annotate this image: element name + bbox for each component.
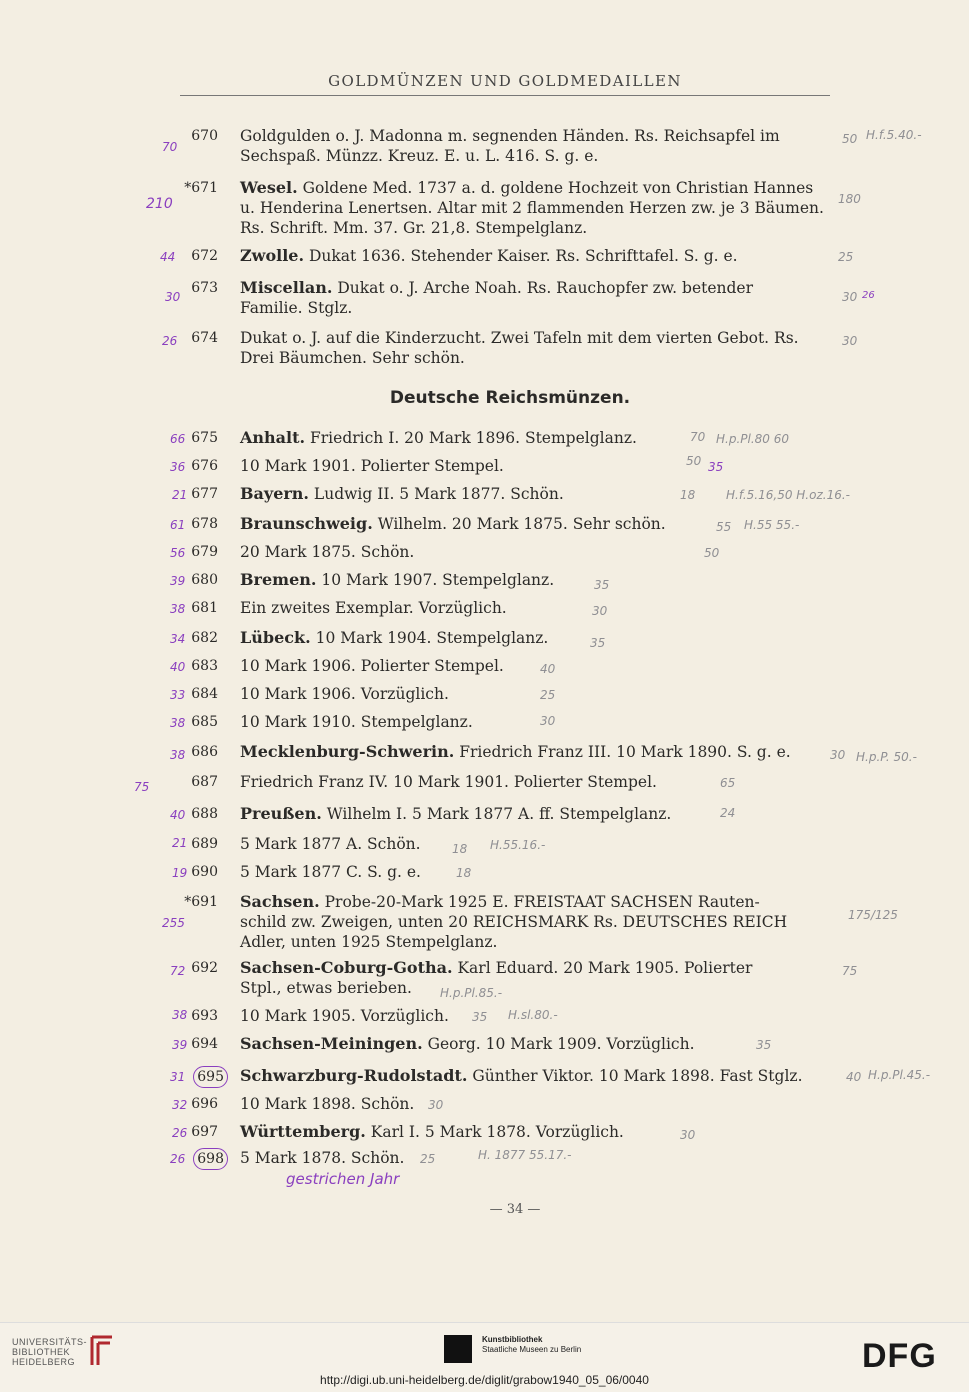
price-note: 18 <box>680 488 696 502</box>
price-note: 75 <box>134 780 150 794</box>
entry-number: 670 <box>191 128 218 144</box>
section-title: Deutsche Reichsmünzen. <box>389 388 631 408</box>
entry-number: 678 <box>191 516 218 532</box>
entry-number: 689 <box>191 836 218 852</box>
entry-text: 10 Mark 1898. Schön. <box>240 1095 415 1113</box>
entry-number: 697 <box>191 1124 218 1140</box>
page-header: GOLDMÜNZEN UND GOLDMEDAILLEN <box>328 72 682 90</box>
entry-number: 690 <box>191 864 218 880</box>
university-logo-icon <box>88 1333 116 1369</box>
entry-number: 693 <box>191 1008 218 1024</box>
price-note: 30 <box>165 290 181 304</box>
entry-number: 679 <box>191 544 218 560</box>
entry-number: 676 <box>191 458 218 474</box>
price-note: 40 <box>846 1070 862 1084</box>
entry-text: Friedrich Franz IV. 10 Mark 1901. Polierter Stempel. <box>240 773 657 791</box>
entry-text: Miscellan. Dukat o. J. Arche Noah. Rs. Rauchopfer zw. betender Familie. Stglz. <box>240 278 754 317</box>
price-note: 50 <box>842 132 858 146</box>
price-note: 50 <box>704 546 720 560</box>
price-note: 26 <box>172 1126 188 1140</box>
price-note: 21 <box>172 836 188 850</box>
price-note: 66 <box>170 432 186 446</box>
price-note: 32 <box>172 1098 188 1112</box>
entry-text: 10 Mark 1906. Polierter Stempel. <box>240 657 504 675</box>
price-note: H.55.16.- <box>490 838 546 852</box>
price-note: H.f.5.16,50 H.oz.16.- <box>726 488 850 502</box>
entry-number: 683 <box>191 658 218 674</box>
entry-number: 688 <box>191 806 218 822</box>
header-rule <box>180 95 830 96</box>
entry-number: 686 <box>191 744 218 760</box>
price-note: 180 <box>838 192 861 206</box>
entry-number: 672 <box>191 248 218 264</box>
page-number: — 34 — <box>489 1202 541 1217</box>
entry-text: Württemberg. Karl I. 5 Mark 1878. Vorzüglich. <box>240 1122 624 1141</box>
price-note: 25 <box>420 1152 436 1166</box>
price-note: 39 <box>172 1038 188 1052</box>
entry-number: 675 <box>191 430 218 446</box>
price-note: 21 <box>172 488 188 502</box>
entry-number: 677 <box>191 486 218 502</box>
price-note: 70 <box>162 140 178 154</box>
price-note: 30 <box>830 748 846 762</box>
price-note: 35 <box>756 1038 772 1052</box>
entry-text: Dukat o. J. auf die Kinderzucht. Zwei Tafeln mit dem vierten Gebot. Rs. Drei Bäumchen. Sehr schön. <box>240 329 799 367</box>
university-library-label: UNIVERSITÄTS- BIBLIOTHEK HEIDELBERG <box>12 1337 88 1367</box>
price-note: 33 <box>170 688 186 702</box>
price-note: 175/125 <box>848 908 898 922</box>
price-note: 72 <box>170 964 186 978</box>
price-note: 50 <box>686 454 702 468</box>
entry-text: Preußen. Wilhelm I. 5 Mark 1877 A. ff. Stempelglanz. <box>240 804 672 823</box>
entry-text: 5 Mark 1878. Schön. <box>240 1149 405 1167</box>
entry-number: 681 <box>191 600 218 616</box>
entry-text: 5 Mark 1877 A. Schön. <box>240 835 421 853</box>
entry-text: 10 Mark 1901. Polierter Stempel. <box>240 457 504 475</box>
price-note: 210 <box>146 196 173 212</box>
price-note: 25 <box>540 688 556 702</box>
price-note: 30 <box>540 714 556 728</box>
entry-text: Ein zweites Exemplar. Vorzüglich. <box>240 599 507 617</box>
entry-number: 674 <box>191 330 218 346</box>
entry-text: Sachsen-Meiningen. Georg. 10 Mark 1909. Vorzüglich. <box>240 1034 695 1053</box>
price-note: 26 <box>862 290 875 301</box>
entry-text: 10 Mark 1906. Vorzüglich. <box>240 685 449 703</box>
entry-text: Wesel. Goldene Med. 1737 a. d. goldene Hochzeit von Christian Hannes u. Henderina Lenertsen. Altar mit 2 flammenden Herzen zw. je 3 Bäumen. Rs. Schrift. Mm. 37. Gr. 21,8. Stempelglanz. <box>240 178 824 237</box>
price-note: 40 <box>540 662 556 676</box>
price-note: H.55 55.- <box>744 518 800 532</box>
entry-number: 682 <box>191 630 218 646</box>
entry-text: 20 Mark 1875. Schön. <box>240 543 415 561</box>
price-note: 56 <box>170 546 186 560</box>
entry-text: 10 Mark 1905. Vorzüglich. <box>240 1007 449 1025</box>
price-note: 18 <box>456 866 472 880</box>
entry-number: 687 <box>191 774 218 790</box>
price-note: 75 <box>842 964 858 978</box>
entry-text: Zwolle. Dukat 1636. Stehender Kaiser. Rs. Schrifttafel. S. g. e. <box>240 246 738 265</box>
entry-number: 684 <box>191 686 218 702</box>
entry-text: Schwarzburg-Rudolstadt. Günther Viktor. 10 Mark 1898. Fast Stglz. <box>240 1066 803 1085</box>
price-note: 39 <box>170 574 186 588</box>
price-note: H.f.5.40.- <box>866 128 922 142</box>
price-note: 70 <box>690 430 706 444</box>
entry-number: 694 <box>191 1036 218 1052</box>
price-note: H. 1877 55.17.- <box>478 1148 572 1162</box>
entry-text: Bayern. Ludwig II. 5 Mark 1877. Schön. <box>240 484 564 503</box>
entry-number: 685 <box>191 714 218 730</box>
entry-number: 696 <box>191 1096 218 1112</box>
price-note: 19 <box>172 866 188 880</box>
price-note: 55 <box>716 520 732 534</box>
dfg-logo: DFG <box>862 1337 937 1375</box>
price-note: 25 <box>838 250 854 264</box>
circled-number: 698 <box>193 1148 228 1170</box>
entry-text: Goldgulden o. J. Madonna m. segnenden Händen. Rs. Reichsapfel im Sechspaß. Münzz. Kreuz. E. u. L. 416. S. g. e. <box>240 127 780 165</box>
price-note: 35 <box>708 460 724 474</box>
price-note: H.p.Pl.85.- <box>440 986 503 1000</box>
entry-text: Sachsen. Probe-20-Mark 1925 E. FREISTAAT SACHSEN Rauten- schild zw. Zweigen, unten 20 REICHSMARK Rs. DEUTSCHES REICH Adler, unten 1925 Stempelglanz. <box>240 892 788 951</box>
price-note: 30 <box>428 1098 444 1112</box>
price-note: 30 <box>842 334 858 348</box>
entry-number: *671 <box>184 180 218 196</box>
entry-text: 5 Mark 1877 C. S. g. e. <box>240 863 421 881</box>
price-note: 40 <box>170 808 186 822</box>
entry-text: Braunschweig. Wilhelm. 20 Mark 1875. Sehr schön. <box>240 514 666 533</box>
kunstbibliothek-label: Kunstbibliothek Staatliche Museen zu Berlin <box>482 1335 582 1354</box>
price-note: 38 <box>170 716 186 730</box>
entry-text: Sachsen-Coburg-Gotha. Karl Eduard. 20 Mark 1905. Polierter Stpl., etwas berieben. <box>240 958 753 997</box>
price-note: 38 <box>172 1008 188 1022</box>
price-note: 40 <box>170 660 186 674</box>
price-note: 18 <box>452 842 468 856</box>
price-note: 35 <box>594 578 610 592</box>
entry-text: Anhalt. Friedrich I. 20 Mark 1896. Stempelglanz. <box>240 428 637 447</box>
price-note: 24 <box>720 806 736 820</box>
entry-text: 10 Mark 1910. Stempelglanz. <box>240 713 473 731</box>
price-note: 38 <box>170 602 186 616</box>
price-note: 26 <box>162 334 178 348</box>
price-note: 30 <box>842 290 858 304</box>
circled-number: 695 <box>193 1066 228 1088</box>
entry-number: 673 <box>191 280 218 296</box>
price-note: H.p.Pl.45.- <box>868 1068 931 1082</box>
price-note: 44 <box>160 250 176 264</box>
entry-text: Lübeck. 10 Mark 1904. Stempelglanz. <box>240 628 549 647</box>
price-note: H.sl.80.- <box>508 1008 558 1022</box>
entry-number: *691 <box>184 894 218 910</box>
price-note: H.p.Pl.80 60 <box>716 432 790 446</box>
entry-number: 692 <box>191 960 218 976</box>
price-note: 61 <box>170 518 186 532</box>
price-note: 35 <box>590 636 606 650</box>
price-note: 38 <box>170 748 186 762</box>
price-note: 31 <box>170 1070 186 1084</box>
price-note: 30 <box>592 604 608 618</box>
handwritten-note: gestrichen Jahr <box>286 1170 400 1188</box>
price-note: 30 <box>680 1128 696 1142</box>
entry-number: 680 <box>191 572 218 588</box>
price-note: 35 <box>472 1010 488 1024</box>
kunstbibliothek-logo-icon <box>444 1335 472 1363</box>
entry-text: Mecklenburg-Schwerin. Friedrich Franz III. 10 Mark 1890. S. g. e. <box>240 742 791 761</box>
price-note: 255 <box>162 916 185 930</box>
price-note: 34 <box>170 632 186 646</box>
price-note: H.p.P. 50.- <box>856 750 917 764</box>
source-url[interactable]: http://digi.ub.uni-heidelberg.de/diglit/grabow1940_05_06/0040 <box>320 1373 649 1387</box>
price-note: 36 <box>170 460 186 474</box>
price-note: 26 <box>170 1152 186 1166</box>
price-note: 65 <box>720 776 736 790</box>
entry-text: Bremen. 10 Mark 1907. Stempelglanz. <box>240 570 555 589</box>
